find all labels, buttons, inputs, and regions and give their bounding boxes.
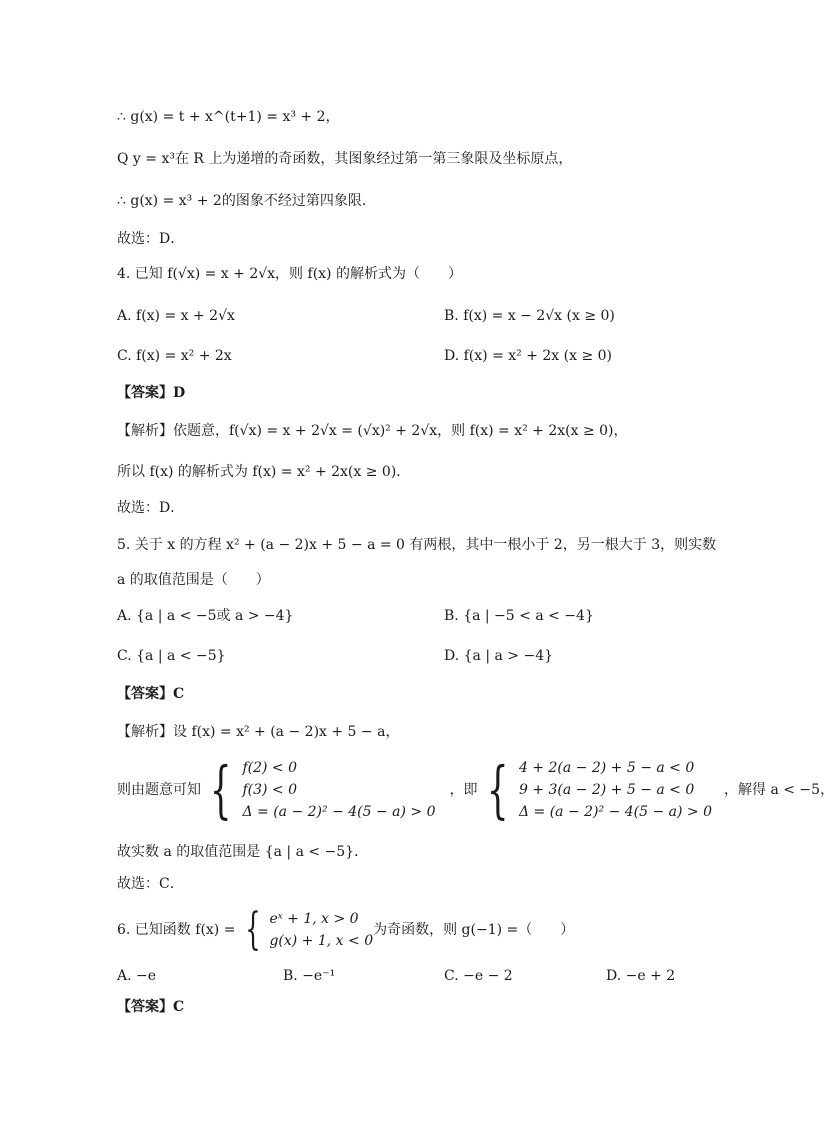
q4-choose: 故选：D． bbox=[117, 500, 185, 516]
solution-line-quadrant: ∴ g(x) = x³ + 2的图象不经过第四象限． bbox=[117, 193, 376, 209]
q5-option-b: B. {a | −5 < a < −4} bbox=[444, 608, 594, 624]
q6-option-a: A. −e bbox=[117, 968, 157, 984]
q5-analysis-mid: ，即 bbox=[449, 782, 478, 798]
q5-analysis-systems bbox=[117, 753, 834, 826]
q4-analysis-2: 所以 f(x) 的解析式为 f(x) = x² + 2x(x ≥ 0)． bbox=[117, 464, 411, 480]
q6-piece-2: g(x) + 1, x < 0 bbox=[269, 933, 374, 949]
q6-option-c: C. −e − 2 bbox=[444, 968, 513, 984]
q5-option-d: D. {a | a > −4} bbox=[444, 648, 554, 664]
q5-system-2-line-3: Δ = (a − 2)² − 4(5 − a) > 0 bbox=[518, 804, 712, 820]
q6-piece-1: eˣ + 1, x > 0 bbox=[269, 911, 359, 927]
q5-system-1 bbox=[201, 753, 436, 826]
q5-analysis-suffix: ，解得 a < −5， bbox=[724, 782, 834, 798]
q5-analysis-1: 【解析】设 f(x) = x² + (a − 2)x + 5 − a， bbox=[117, 724, 400, 740]
q4-option-a: A. f(x) = x + 2√x bbox=[117, 308, 235, 324]
solution-line-g: ∴ g(x) = t + x^(t+1) = x³ + 2， bbox=[117, 109, 340, 125]
q5-option-a: A. {a | a < −5或 a > −4} bbox=[117, 608, 294, 624]
q5-stem-2: a 的取值范围是（ ） bbox=[117, 572, 270, 588]
q5-system-2 bbox=[478, 753, 713, 826]
left-brace: { bbox=[209, 753, 232, 826]
q5-system-1-line-1: f(2) < 0 bbox=[242, 760, 298, 776]
q6-stem-suffix: 为奇函数，则 g(−1) =（ ） bbox=[373, 922, 575, 938]
q5-answer: 【答案】C bbox=[117, 686, 185, 702]
q6-option-b: B. −e⁻¹ bbox=[283, 968, 336, 984]
q5-system-2-line-2: 9 + 3(a − 2) + 5 − a < 0 bbox=[518, 782, 695, 798]
q5-choose: 故选：C． bbox=[117, 876, 184, 892]
q4-answer: 【答案】D bbox=[117, 385, 186, 401]
q5-stem-1: 5. 关于 x 的方程 x² + (a − 2)x + 5 − a = 0 有两根，其中一根小于 2，另一根大于 3，则实数 bbox=[117, 537, 717, 553]
q6-option-d: D. −e + 2 bbox=[606, 968, 676, 984]
q4-option-d: D. f(x) = x² + 2x (x ≥ 0) bbox=[444, 348, 613, 364]
q4-analysis-1: 【解析】依题意，f(√x) = x + 2√x = (√x)² + 2√x，则 f(x) = x² + 2x(x ≥ 0)， bbox=[117, 423, 628, 439]
q6-stem bbox=[117, 904, 575, 955]
solution-line-choose-d: 故选：D． bbox=[117, 231, 185, 247]
q5-conclusion: 故实数 a 的取值范围是 {a | a < −5}． bbox=[117, 844, 369, 860]
left-brace: { bbox=[245, 904, 262, 955]
q5-system-1-line-2: f(3) < 0 bbox=[242, 782, 298, 798]
q5-system-2-line-1: 4 + 2(a − 2) + 5 − a < 0 bbox=[518, 760, 695, 776]
q4-option-c: C. f(x) = x² + 2x bbox=[117, 348, 232, 364]
solution-line-odd-function: Q y = x³在 R 上为递增的奇函数，其图象经过第一第三象限及坐标原点， bbox=[117, 151, 573, 167]
q6-stem-prefix: 6. 已知函数 f(x) = bbox=[117, 922, 236, 938]
q4-option-b: B. f(x) = x − 2√x (x ≥ 0) bbox=[444, 308, 615, 324]
q5-analysis-prefix: 则由题意可知 bbox=[117, 782, 201, 798]
q5-system-1-line-3: Δ = (a − 2)² − 4(5 − a) > 0 bbox=[242, 804, 436, 820]
left-brace: { bbox=[486, 753, 509, 826]
q6-answer: 【答案】C bbox=[117, 999, 185, 1015]
q5-option-c: C. {a | a < −5} bbox=[117, 648, 226, 664]
q4-stem: 4. 已知 f(√x) = x + 2√x，则 f(x) 的解析式为（ ） bbox=[117, 266, 462, 282]
q6-piecewise bbox=[239, 904, 374, 955]
